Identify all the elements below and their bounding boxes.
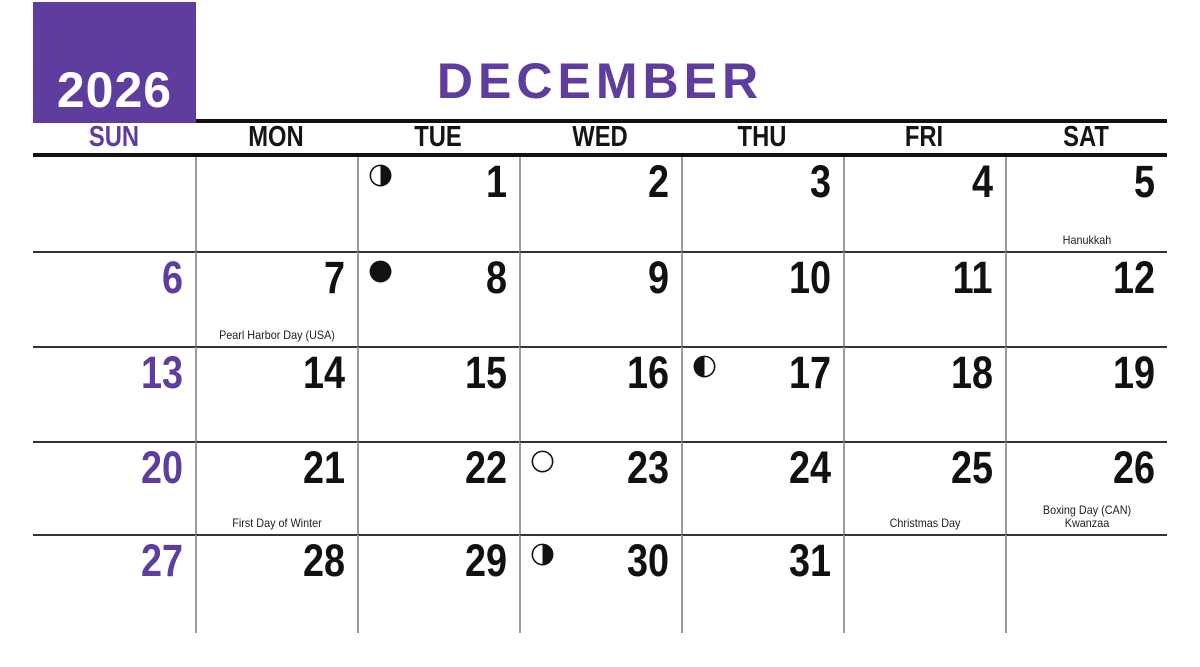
day-cell-18 [843,346,1005,441]
day-cell-27 [33,534,195,633]
holiday-label: First Day of Winter [232,516,322,530]
day-number: 22 [464,442,507,493]
day-header-fri: FRI [904,121,944,153]
day-number: 2 [647,156,669,207]
empty-day-cell [1005,534,1167,633]
day-number: 13 [140,347,183,398]
first-quarter-moon-icon [692,354,717,379]
day-cell-16 [519,346,681,441]
day-cell-13 [33,346,195,441]
day-cell-4 [843,157,1005,251]
month-title: DECEMBER [436,53,764,109]
day-cell-29 [357,534,519,633]
day-header-wed: WED [572,121,628,153]
day-cell-9 [519,251,681,346]
day-header-thu: THU [737,121,787,153]
holiday-label: Kwanzaa [1064,516,1110,530]
day-cell-5 [1005,157,1167,251]
year-label: 2026 [56,62,173,118]
day-number: 5 [1133,156,1155,207]
day-number: 27 [140,535,183,586]
day-number: 4 [971,156,993,207]
day-header-tue: TUE [414,121,462,153]
day-cell-28 [195,534,357,633]
day-cell-8 [357,251,519,346]
day-number: 26 [1112,442,1155,493]
day-cell-15 [357,346,519,441]
empty-day-cell [33,157,195,251]
day-number: 9 [647,252,669,303]
holiday-label: Pearl Harbor Day (USA) [219,328,335,342]
day-number: 30 [626,535,669,586]
day-number: 16 [626,347,669,398]
holiday-label: Christmas Day [889,516,961,530]
day-cell-6 [33,251,195,346]
day-cell-31 [681,534,843,633]
empty-day-cell [195,157,357,251]
day-cell-17 [681,346,843,441]
day-header-mon: MON [248,121,304,153]
day-number: 18 [950,347,993,398]
holiday-labels [197,329,357,342]
holiday-labels [1007,234,1167,247]
holiday-labels [197,517,357,530]
day-number: 8 [485,252,507,303]
day-header-row [33,122,1167,153]
day-number: 14 [302,347,345,398]
day-number: 23 [626,442,669,493]
day-cell-7 [195,251,357,346]
day-number: 24 [788,442,831,493]
day-number: 7 [323,252,345,303]
new-moon-moon-icon [368,259,393,284]
day-cell-25 [843,441,1005,534]
day-cell-30 [519,534,681,633]
day-number: 11 [953,252,993,303]
day-header-sun: SUN [88,121,140,153]
day-number: 20 [140,442,183,493]
day-cell-10 [681,251,843,346]
day-number: 17 [788,347,831,398]
day-number: 15 [464,347,507,398]
day-number: 19 [1112,347,1155,398]
day-number: 21 [302,442,345,493]
last-quarter-moon-icon [368,163,393,188]
day-cell-20 [33,441,195,534]
day-cell-11 [843,251,1005,346]
day-cell-19 [1005,346,1167,441]
day-cell-1 [357,157,519,251]
holiday-labels [845,517,1005,530]
day-number: 12 [1112,252,1155,303]
day-cell-22 [357,441,519,534]
empty-day-cell [843,534,1005,633]
full-moon-moon-icon [530,449,555,474]
holiday-label: Boxing Day (CAN) [1042,503,1132,517]
day-cell-12 [1005,251,1167,346]
day-header-sat: SAT [1063,121,1109,153]
day-number: 6 [161,252,183,303]
day-cell-21 [195,441,357,534]
day-number: 31 [788,535,831,586]
day-cell-2 [519,157,681,251]
day-number: 3 [809,156,831,207]
day-number: 10 [788,252,831,303]
holiday-labels [1007,504,1167,530]
day-number: 29 [464,535,507,586]
day-cell-23 [519,441,681,534]
calendar-grid [33,157,1167,633]
last-quarter-moon-icon [530,542,555,567]
holiday-label: Hanukkah [1062,233,1112,247]
day-cell-3 [681,157,843,251]
day-cell-24 [681,441,843,534]
day-number: 28 [302,535,345,586]
day-number: 1 [485,156,507,207]
day-cell-14 [195,346,357,441]
day-cell-26 [1005,441,1167,534]
day-number: 25 [950,442,993,493]
